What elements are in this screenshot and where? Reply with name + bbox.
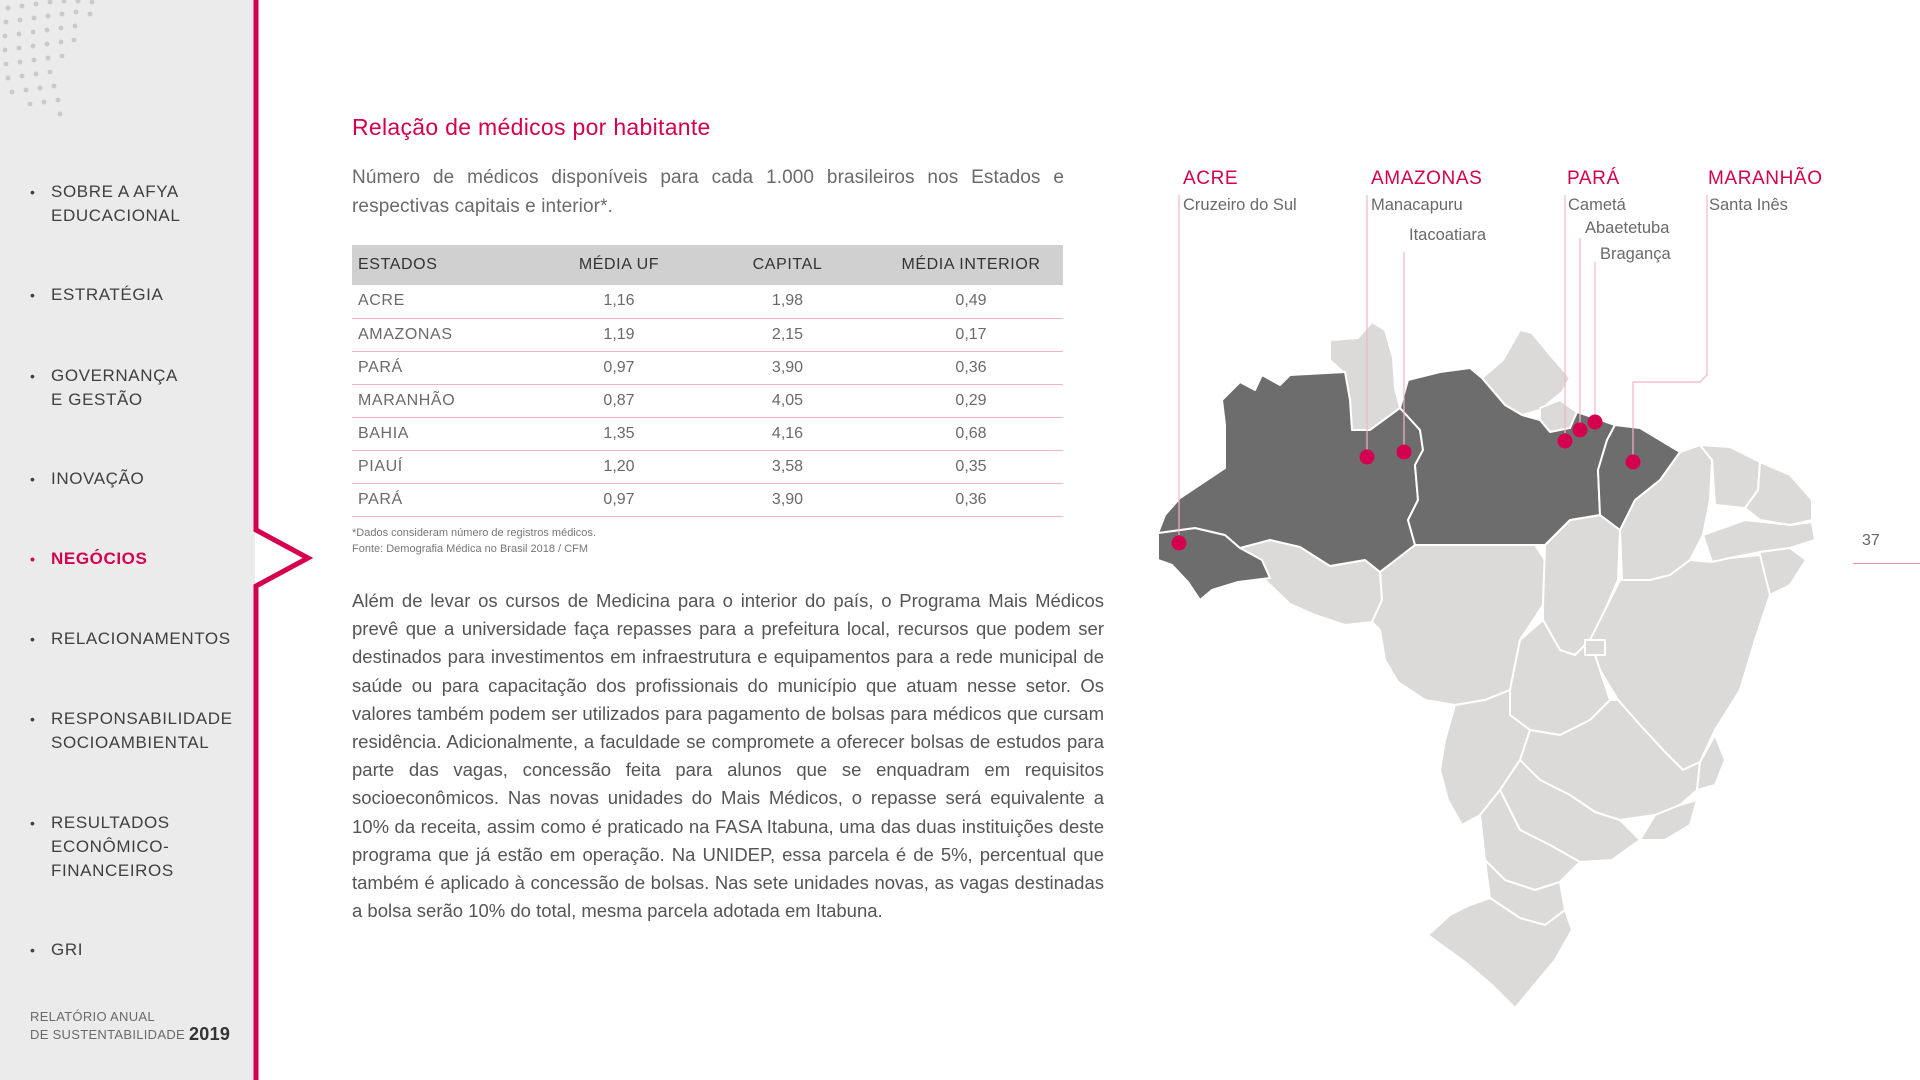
map-state-label-amazonas: AMAZONAS — [1371, 168, 1483, 189]
column-header: CAPITAL — [696, 245, 879, 285]
map-state-label-acre: ACRE — [1183, 168, 1239, 189]
table-cell: 0,29 — [879, 384, 1063, 417]
map-city-label: Santa Inês — [1709, 196, 1788, 214]
section-subtitle: Número de médicos disponíveis para cada 1.000 brasileiros nos Estados e respectivas capitais e interior*. — [352, 167, 1064, 217]
table-notes — [352, 525, 596, 557]
table-cell: PIAUÍ — [352, 450, 542, 483]
table-cell: 1,98 — [696, 285, 879, 318]
nav-item-label: NEGÓCIOS — [51, 549, 148, 568]
column-header: ESTADOS — [352, 245, 542, 285]
table-cell: AMAZONAS — [352, 318, 542, 351]
column-header: MÉDIA UF — [542, 245, 696, 285]
bullet: • — [30, 368, 36, 384]
table-cell: PARÁ — [352, 483, 542, 516]
bullet: • — [30, 551, 36, 567]
table-cell: 4,16 — [696, 417, 879, 450]
table-cell: ACRE — [352, 285, 542, 318]
table-cell: 0,68 — [879, 417, 1063, 450]
bullet: • — [30, 184, 36, 200]
nav-item-label: RESPONSABILIDADE SOCIOAMBIENTAL — [51, 709, 233, 752]
nav-item-label: GOVERNANÇA E GESTÃO — [51, 366, 178, 409]
bullet: • — [30, 942, 36, 958]
nav-item-inovacao[interactable] — [30, 467, 245, 491]
map-city-label: Cametá — [1568, 196, 1626, 214]
nav-item-relacionamentos[interactable] — [30, 627, 245, 651]
table-cell: 1,19 — [542, 318, 696, 351]
footer-line2: DE SUSTENTABILIDADE — [30, 1027, 185, 1042]
bullet: • — [30, 471, 36, 487]
bullet: • — [30, 711, 36, 727]
bullet: • — [30, 287, 36, 303]
table-row — [352, 417, 1063, 450]
map-state-label-maranhao: MARANHÃO — [1708, 168, 1823, 189]
nav-item-label: RELACIONAMENTOS — [51, 629, 231, 648]
doctors-ratio-table — [352, 245, 1063, 517]
footer-year: 2019 — [189, 1024, 231, 1044]
footer-line1: RELATÓRIO ANUAL — [30, 1009, 155, 1024]
map-state-df — [1585, 640, 1605, 655]
table-header-row — [352, 245, 1063, 285]
city-marker-cruzeiro-do-sul — [1172, 536, 1187, 551]
city-marker-manacapuru — [1360, 450, 1375, 465]
table-cell: 3,90 — [696, 483, 879, 516]
map-state-label-para: PARÁ — [1567, 168, 1620, 189]
sidebar — [0, 0, 255, 1080]
column-header: MÉDIA INTERIOR — [879, 245, 1063, 285]
table-cell: BAHIA — [352, 417, 542, 450]
nav-item-responsabilidade[interactable] — [30, 707, 245, 755]
table-cell: 3,58 — [696, 450, 879, 483]
table-cell: 3,90 — [696, 351, 879, 384]
table-row — [352, 384, 1063, 417]
table-cell: 0,36 — [879, 483, 1063, 516]
city-marker-cameta — [1558, 434, 1573, 449]
nav-item-resultados[interactable] — [30, 811, 245, 883]
table-row — [352, 285, 1063, 318]
table-cell: 0,97 — [542, 351, 696, 384]
page-number-rule — [1853, 563, 1920, 564]
page-number: 37 — [1862, 532, 1880, 549]
table-cell: 1,16 — [542, 285, 696, 318]
decorative-dots — [0, 0, 110, 120]
table-row — [352, 450, 1063, 483]
bullet: • — [30, 631, 36, 647]
table-cell: 0,87 — [542, 384, 696, 417]
table-row — [352, 318, 1063, 351]
bullet: • — [30, 815, 36, 831]
city-marker-abaetetuba — [1573, 423, 1588, 438]
nav-item-governanca[interactable] — [30, 364, 245, 412]
report-footer — [30, 1008, 230, 1043]
nav-item-label: RESULTADOS ECONÔMICO- FINANCEIROS — [51, 813, 174, 880]
city-marker-itacoatiara — [1397, 445, 1412, 460]
table-cell: 0,17 — [879, 318, 1063, 351]
brazil-map — [1150, 160, 1850, 1020]
body-paragraph: Além de levar os cursos de Medicina para o interior do país, o Programa Mais Médicos prevê que a universidade faça repasses para a prefeitura local, recursos que podem ser destinados para investimentos em infraestrutura e equipamentos para a rede municipal de saúde ou para capacitação dos profissionais do município que atuam nesse setor. Os valores também podem ser utilizados para pagamento de bolsas para médicos que cursam residência. Adicionalmente, a faculdade se compromete a oferecer bolsas de estudos para parte das vagas, concessão feita para alunos que se enquadram em requisitos socioeconômicos. Nas novas unidades do Mais Médicos, o repasse será equivalente a 10% da receita, assim como é praticado na FASA Itabuna, uma das duas instituições deste programa que já estão em operação. Na UNIDEP, essa parcela é de 5%, percentual que também é aplicado à concessão de bolsas. Nas sete unidades novas, as vagas destinadas a bolsa serão 10% do total, mesma parcela adotada em Itabuna. — [352, 590, 1104, 922]
table-cell: 1,20 — [542, 450, 696, 483]
table-cell: 1,35 — [542, 417, 696, 450]
city-marker-santa-ines — [1626, 455, 1641, 470]
table-cell: 0,36 — [879, 351, 1063, 384]
nav-item-label: GRI — [51, 940, 84, 959]
map-city-label: Cruzeiro do Sul — [1183, 196, 1297, 214]
nav-item-gri[interactable] — [30, 938, 245, 962]
map-city-label: Itacoatiara — [1409, 226, 1487, 244]
nav-item-estrategia[interactable] — [30, 283, 245, 307]
nav-item-label: SOBRE A AFYA EDUCACIONAL — [51, 182, 181, 225]
nav-item-label: ESTRATÉGIA — [51, 285, 164, 304]
table-cell: 0,49 — [879, 285, 1063, 318]
map-city-label: Manacapuru — [1371, 196, 1463, 214]
table-cell: 0,35 — [879, 450, 1063, 483]
map-city-label: Abaetetuba — [1585, 219, 1670, 237]
nav-item-negocios[interactable] — [30, 547, 245, 571]
city-marker-braganca — [1588, 415, 1603, 430]
table-row — [352, 351, 1063, 384]
table-footnote: *Dados consideram número de registros médicos. — [352, 527, 596, 539]
table-cell: MARANHÃO — [352, 384, 542, 417]
table-row — [352, 483, 1063, 516]
table-cell: 2,15 — [696, 318, 879, 351]
table-cell: 0,97 — [542, 483, 696, 516]
nav-item-label: INOVAÇÃO — [51, 469, 145, 488]
table-cell: PARÁ — [352, 351, 542, 384]
section-title: Relação de médicos por habitante — [352, 114, 711, 140]
table-cell: 4,05 — [696, 384, 879, 417]
table-source: Fonte: Demografia Médica no Brasil 2018 / CFM — [352, 543, 588, 555]
nav-item-sobre[interactable] — [30, 180, 245, 228]
map-city-label: Bragança — [1600, 245, 1671, 263]
